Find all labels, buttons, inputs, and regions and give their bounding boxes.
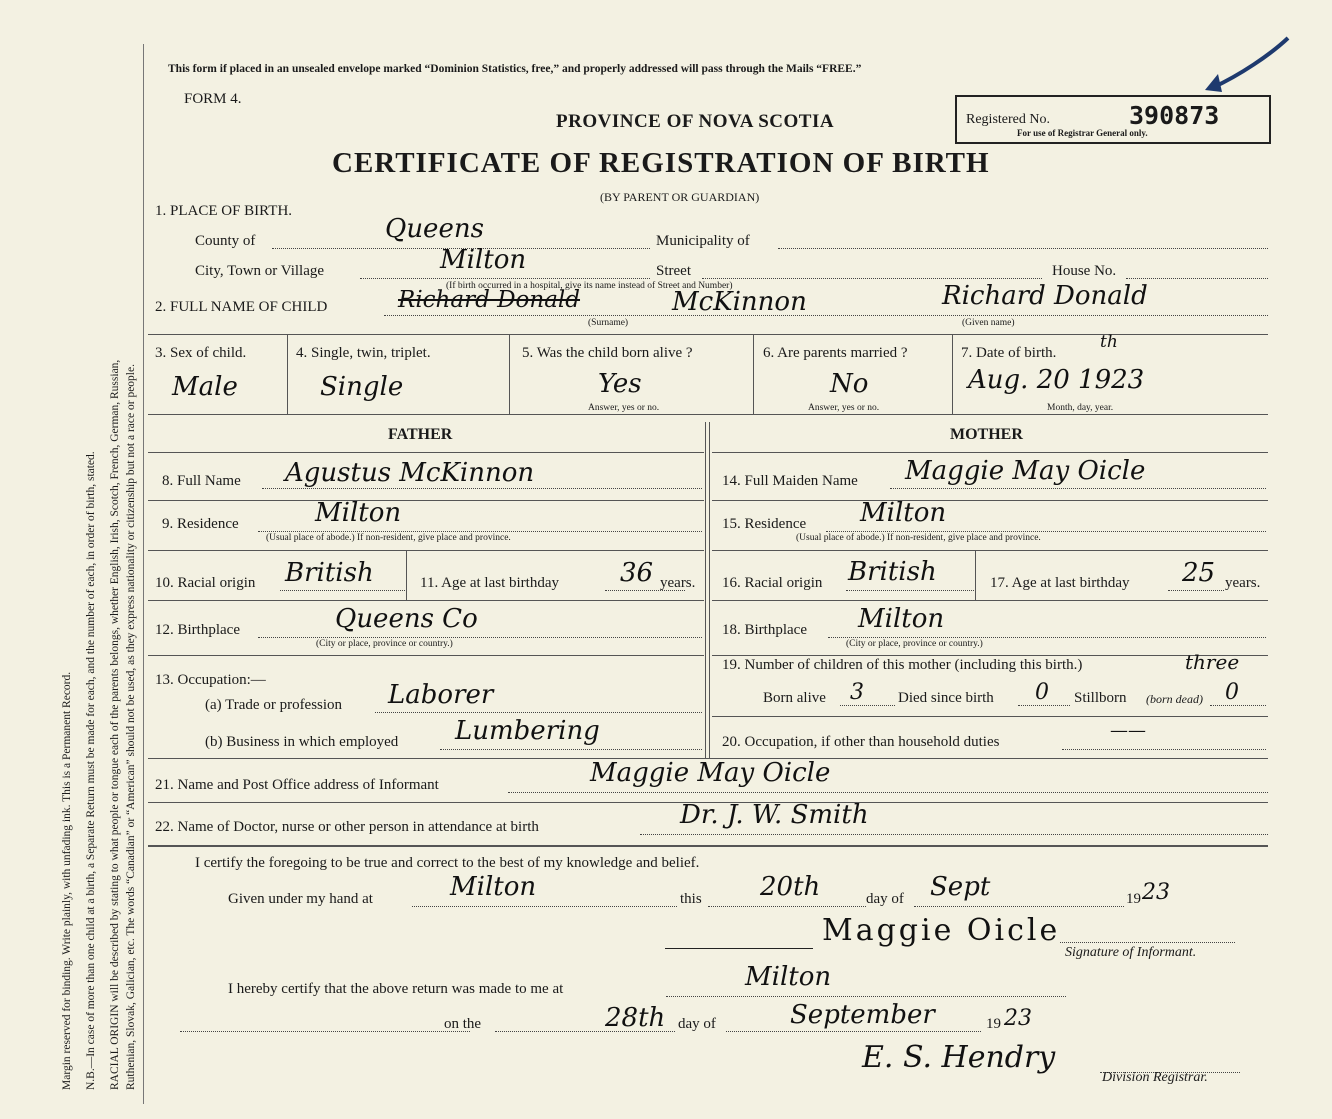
mother-birthplace-label: 18. Birthplace	[722, 622, 807, 638]
stillborn-value: 0	[1225, 680, 1239, 705]
city-line	[360, 278, 650, 279]
house-line	[1126, 278, 1268, 279]
mother-residence-value: Milton	[860, 498, 947, 528]
mother-heading: MOTHER	[950, 426, 1023, 443]
registrar-signature-label: Division Registrar.	[1102, 1070, 1208, 1085]
province-heading: PROVINCE OF NOVA SCOTIA	[556, 111, 835, 132]
alive-note: Answer, yes or no.	[588, 403, 660, 413]
father-trade-value: Laborer	[388, 680, 494, 710]
street-label: Street	[656, 263, 691, 279]
father-birthplace-label: 12. Birthplace	[155, 622, 240, 638]
father-age-value: 36	[620, 558, 654, 588]
registrar-month-value: September	[790, 1000, 935, 1030]
city-value: Milton	[440, 245, 527, 275]
mother-age-label: 17. Age at last birthday	[990, 575, 1130, 591]
registrar-on-label: on the	[444, 1016, 482, 1032]
informant-label: 21. Name and Post Office address of Informant	[155, 777, 439, 793]
row3-bottom-line	[148, 414, 1268, 415]
certify-text: I certify the foregoing to be true and correct to the best of my knowledge and belief.	[195, 855, 700, 871]
mother-name-label: 14. Full Maiden Name	[722, 473, 858, 489]
mother-children-label: 19. Number of children of this mother (including this birth.)	[722, 657, 1083, 673]
married-note: Answer, yes or no.	[808, 403, 880, 413]
father-years-label: years.	[660, 575, 696, 591]
father-residence-label: 9. Residence	[162, 516, 239, 532]
registry-box	[955, 95, 1271, 144]
single-value: Single	[320, 372, 404, 402]
certificate-subtitle: (BY PARENT OR GUARDIAN)	[600, 190, 760, 204]
county-value: Queens	[385, 214, 484, 244]
father-age-label: 11. Age at last birthday	[420, 575, 559, 591]
child-name-label: 2. FULL NAME OF CHILD	[155, 299, 328, 315]
side-note-2: N.B.—In case of more than one child at a birth, a Separate Return must be made for each, and the number of each, in order of birth, stated.	[85, 451, 97, 1090]
doctor-value: Dr. J. W. Smith	[680, 800, 869, 830]
registry-label: Registered No.	[966, 112, 1050, 127]
registry-number: 390873	[1129, 101, 1220, 130]
married-label: 6. Are parents married ?	[763, 345, 908, 361]
alive-label: 5. Was the child born alive ?	[522, 345, 693, 361]
certify-year-prefix: 19	[1126, 891, 1141, 907]
side-note-1: Margin reserved for binding. Write plainly, with unfading ink. This is a Permanent Record.	[61, 671, 73, 1090]
municipality-line	[778, 248, 1268, 249]
registrar-year-value: 23	[1004, 1006, 1032, 1031]
father-trade-label: (a) Trade or profession	[205, 697, 343, 713]
mother-race-label: 16. Racial origin	[722, 575, 823, 591]
certify-month-value: Sept	[930, 872, 991, 902]
registrar-place-value: Milton	[745, 962, 832, 992]
father-birthplace-note: (City or place, province or country.)	[316, 639, 453, 649]
father-name-label: 8. Full Name	[162, 473, 241, 489]
mother-birthplace-note: (City or place, province or country.)	[846, 639, 983, 649]
father-residence-value: Milton	[315, 498, 402, 528]
mother-name-value: Maggie May Oicle	[905, 456, 1146, 486]
died-value: 0	[1035, 680, 1049, 705]
place-heading: 1. PLACE OF BIRTH.	[155, 203, 293, 219]
married-value: No	[830, 369, 869, 399]
stillborn-label: Stillborn	[1074, 690, 1127, 706]
mother-birthplace-value: Milton	[858, 604, 945, 634]
municipality-label: Municipality of	[656, 233, 750, 249]
died-label: Died since birth	[898, 690, 994, 706]
child-name-line	[384, 315, 1268, 316]
father-race-value: British	[285, 558, 374, 588]
informant-value: Maggie May Oicle	[590, 758, 831, 788]
dob-label: 7. Date of birth.	[961, 345, 1057, 361]
certify-dayof-label: day of	[866, 891, 904, 907]
certify-this-label: this	[680, 891, 702, 907]
informant-signature-label: Signature of Informant.	[1065, 945, 1197, 960]
form-number: FORM 4.	[184, 91, 242, 107]
certify-blank-line	[665, 948, 813, 949]
father-occupation-label: 13. Occupation:—	[155, 672, 266, 688]
surname-note: (Surname)	[588, 318, 629, 328]
mother-residence-note: (Usual place of abode.) If non-resident, give place and province.	[796, 533, 1041, 543]
single-label: 4. Single, twin, triplet.	[296, 345, 431, 361]
city-label: City, Town or Village	[195, 263, 325, 279]
child-given-name: Richard Donald	[942, 281, 1148, 311]
registrar-year-prefix: 19	[986, 1016, 1001, 1032]
street-line	[702, 278, 1042, 279]
father-heading: FATHER	[388, 426, 453, 443]
certify-day-value: 20th	[760, 872, 821, 902]
certify-place-value: Milton	[450, 872, 537, 902]
father-race-label: 10. Racial origin	[155, 575, 256, 591]
doctor-label: 22. Name of Doctor, nurse or other person in attendance at birth	[155, 819, 539, 835]
given-under-label: Given under my hand at	[228, 891, 373, 907]
registrar-signature: E. S. Hendry	[862, 1040, 1056, 1075]
dob-note: Month, day, year.	[1047, 403, 1114, 413]
mother-age-value: 25	[1182, 558, 1216, 588]
father-business-label: (b) Business in which employed	[205, 734, 399, 750]
mother-occupation-value: ——	[1110, 720, 1146, 741]
alive-value: Yes	[598, 369, 642, 399]
given-name-note: (Given name)	[962, 318, 1015, 328]
born-alive-label: Born alive	[763, 690, 826, 706]
mother-years-label: years.	[1225, 575, 1261, 591]
father-name-value: Agustus McKinnon	[285, 458, 535, 488]
sex-value: Male	[172, 372, 238, 402]
dob-value: Aug. 20 1923	[968, 365, 1145, 395]
street-note: (If birth occurred in a hospital, give its name instead of Street and Number)	[446, 281, 733, 291]
mother-residence-label: 15. Residence	[722, 516, 807, 532]
mail-notice: This form if placed in an unsealed envelope marked “Dominion Statistics, free,” and properly addressed will pass through the Mails “FREE.”	[168, 63, 862, 75]
mother-occupation-label: 20. Occupation, if other than household duties	[722, 734, 1000, 750]
parents-divider	[705, 422, 710, 758]
born-alive-value: 3	[850, 680, 864, 705]
father-business-value: Lumbering	[455, 716, 600, 746]
registrar-dayof-label: day of	[678, 1016, 716, 1032]
registrar-text: I hereby certify that the above return was made to me at	[228, 981, 564, 997]
registrar-day-value: 28th	[605, 1003, 666, 1033]
side-note-4: Ruthenian, Slovak, Galician, etc. The words “Canadian” or “American” should not be used, as they express nationality or citizenship but not a race or people.	[125, 364, 137, 1090]
mother-race-value: British	[848, 557, 937, 587]
stillborn-note: (born dead)	[1146, 692, 1203, 706]
binding-margin-line	[143, 44, 144, 1104]
registry-note: For use of Registrar General only.	[1017, 128, 1148, 138]
county-label: County of	[195, 233, 256, 249]
certify-year-value: 23	[1142, 880, 1170, 905]
house-label: House No.	[1052, 263, 1117, 279]
dob-suffix: th	[1100, 332, 1118, 352]
father-birthplace-value: Queens Co	[335, 604, 478, 634]
mother-children-value: three	[1185, 650, 1240, 674]
certificate-title: CERTIFICATE OF REGISTRATION OF BIRTH	[332, 147, 990, 179]
informant-signature: Maggie Oicle	[822, 913, 1061, 948]
child-struck-name: Richard Donald	[398, 287, 581, 313]
side-note-3: RACIAL ORIGIN will be described by stating to what people or tongue each of the parents belongs, whether English, Irish, Scotch, French, German, Russian,	[109, 359, 121, 1090]
child-surname: McKinnon	[672, 287, 807, 317]
father-residence-note: (Usual place of abode.) If non-resident, give place and province.	[266, 533, 511, 543]
ink-arrow-mark	[1200, 30, 1300, 100]
sex-label: 3. Sex of child.	[155, 345, 247, 361]
